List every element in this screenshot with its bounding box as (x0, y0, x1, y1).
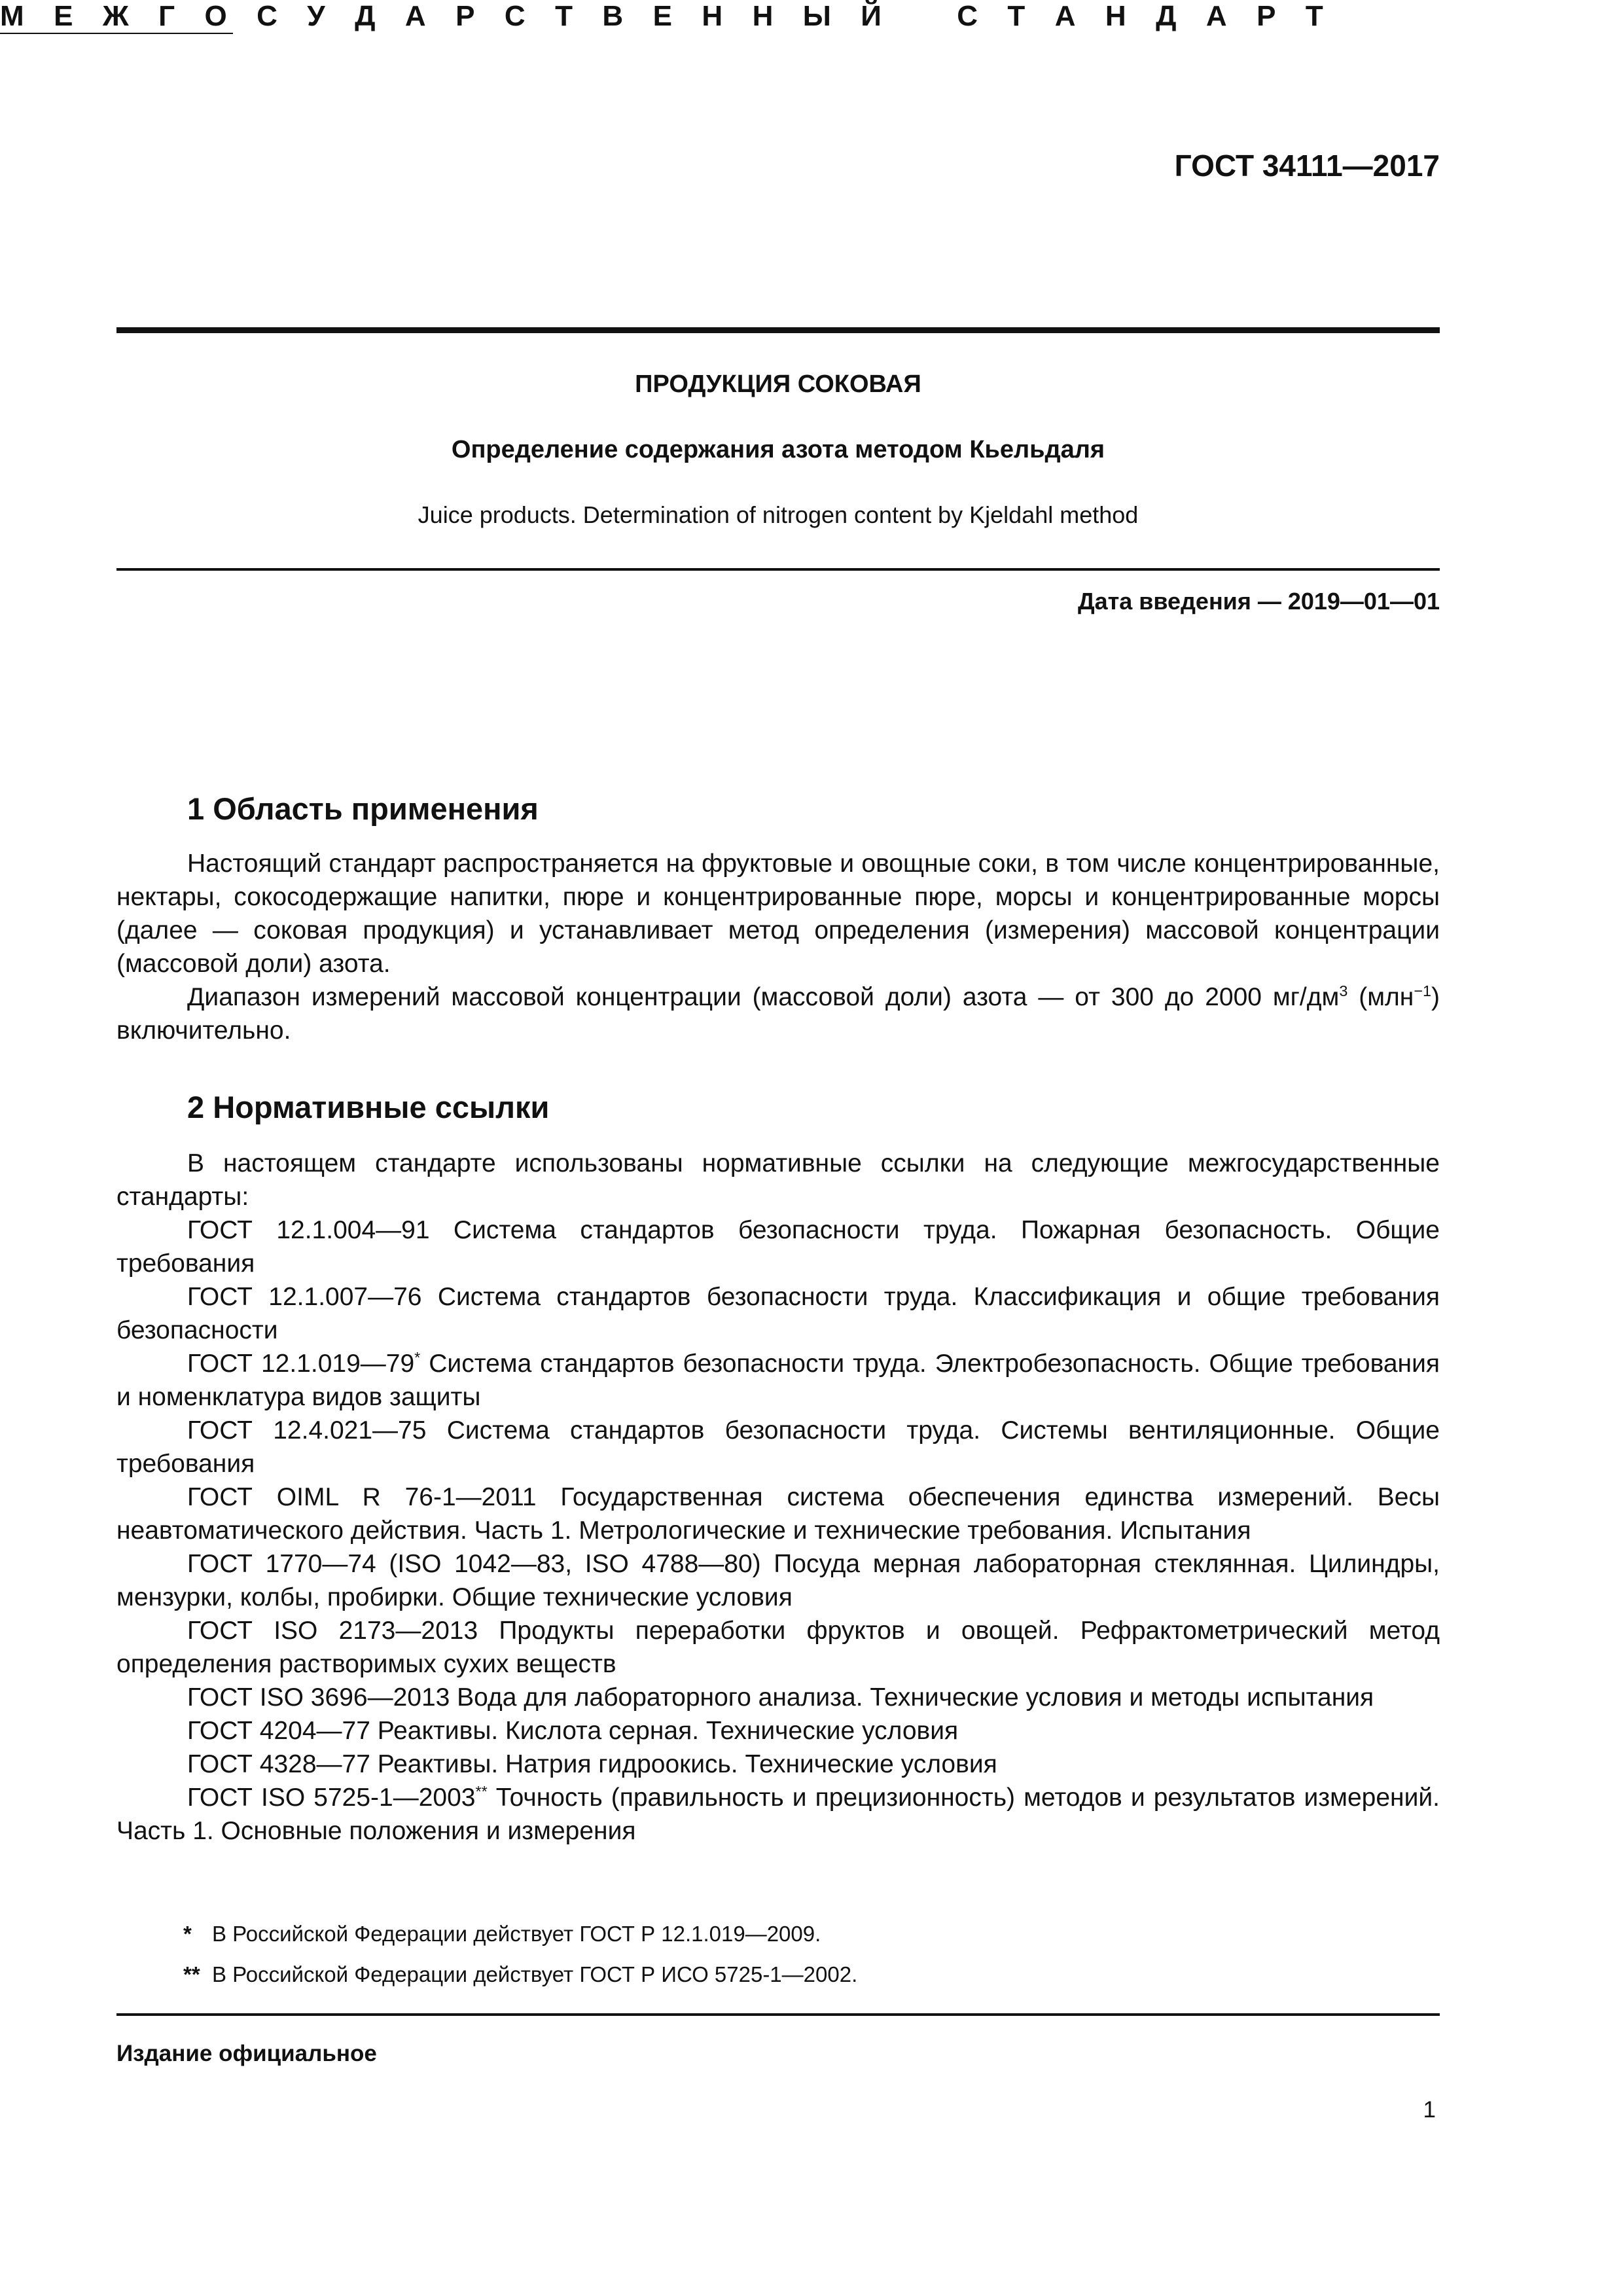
reference-item: ГОСТ OIML R 76-1—2011 Государственная система обеспечения единства измерений. Весы неавтоматического действия. Часть 1. Метрологические и технические требования. Испытания (116, 1483, 1440, 1545)
footnote-separator (0, 33, 233, 34)
document-title-english: Juice products. Determination of nitrogen content by Kjeldahl method (418, 501, 1139, 528)
footnote-2: ** В Российской Федерации действует ГОСТ Р ИСО 5725-1—2002. (183, 1962, 858, 1986)
banner-letter: Т (555, 0, 573, 32)
reference-item: ГОСТ 12.4.021—75 Система стандартов безопасности труда. Системы вентиляционные. Общие требования (116, 1416, 1440, 1478)
section-1-paragraph-2: Диапазон измерений массовой концентрации (массовой доли) азота — от 300 до 2000 $мг/дм^3$ (млн$^{-1}$) включительно. (116, 982, 1440, 1045)
banner-letter: Е (652, 0, 672, 32)
reference-item: ГОСТ 4204—77 Реактивы. Кислота серная. Технические условия (187, 1717, 959, 1745)
banner-letter: О (204, 0, 227, 32)
reference-item: ГОСТ ISO 2173—2013 Продукты переработки фруктов и овощей. Рефрактометрический метод определения растворимых сухих веществ (116, 1617, 1440, 1678)
banner-letter: В (602, 0, 624, 32)
reference-item: ГОСТ 4328—77 Реактивы. Натрия гидроокись. Технические условия (187, 1750, 997, 1778)
banner-letter: А (1205, 0, 1227, 32)
title-rule (116, 568, 1440, 571)
document-title: ПРОДУКЦИЯ СОКОВАЯ (635, 370, 921, 398)
footnote-1: * В Российской Федерации действует ГОСТ Р 12.1.019—2009. (183, 1922, 821, 1946)
banner-letter: С (257, 0, 277, 32)
banner-letter: Н (702, 0, 723, 32)
banner-letter: Г (158, 0, 175, 32)
section-2-body (116, 1147, 1440, 1848)
top-rule (116, 327, 1440, 333)
section-1-heading: 1 Область применения (187, 791, 539, 826)
banner-letter: Т (1007, 0, 1026, 32)
section-2-intro: В настоящем стандарте использованы нормативные ссылки на следующие межгосударственные стандарты: (116, 1149, 1440, 1211)
banner-letter (911, 0, 927, 33)
banner-letter: Д (1156, 0, 1177, 32)
banner-letter: С (957, 0, 978, 32)
document-code: ГОСТ 34111—2017 (1174, 149, 1440, 183)
section-1-body (116, 847, 1440, 1047)
banner-letter: Т (1305, 0, 1323, 32)
banner-letter: У (307, 0, 325, 32)
banner-letter: Ы (802, 0, 831, 32)
banner-letter: А (1054, 0, 1076, 32)
reference-item: ГОСТ ISO 5725-1—2003** Точность (правильность и прецизионность) методов и результатов измерений. Часть 1. Основные положения и измерения (116, 1783, 1440, 1845)
reference-item: ГОСТ 12.1.004—91 Система стандартов безопасности труда. Пожарная безопасность. Общие требования (116, 1216, 1440, 1278)
banner-letter: Н (752, 0, 774, 32)
reference-item: ГОСТ ISO 3696—2013 Вода для лабораторного анализа. Технические условия и методы испытания (187, 1683, 1374, 1712)
document-subtitle: Определение содержания азота методом Кьельдаля (451, 436, 1105, 463)
introduction-date: Дата введения — 2019—01—01 (1077, 588, 1440, 615)
reference-item: ГОСТ 12.1.019—79* Система стандартов безопасности труда. Электробезопасность. Общие требования и номенклатура видов защиты (116, 1349, 1440, 1411)
page-number: 1 (1423, 2097, 1436, 2123)
banner-letter: Д (355, 0, 376, 32)
footnote-marker: ** (475, 1783, 488, 1800)
banner-letter: С (504, 0, 526, 32)
reference-item: ГОСТ 12.1.007—76 Система стандартов безопасности труда. Классификация и общие требования безопасности (116, 1283, 1440, 1344)
banner-letter: Н (1105, 0, 1126, 32)
section-2-heading: 2 Нормативные ссылки (187, 1090, 550, 1124)
banner-letter: Е (54, 0, 73, 32)
footnote-marker: * (414, 1349, 421, 1366)
bottom-rule (116, 2013, 1440, 2016)
official-edition-label: Издание официальное (116, 2041, 377, 2066)
section-1-paragraph-1: Настоящий стандарт распространяется на фруктовые и овощные соки, в том числе концентрированные, нектары, сокосодержащие напитки, пюре и концентрированные пюре, морсы и концентрированные морсы (далее — соковая продукция) и устанавливает метод определения (измерения) массовой концентрации (массовой доли) азота. (116, 850, 1440, 978)
banner-letter: М (0, 0, 24, 32)
banner-letter: Й (861, 0, 882, 32)
banner-letter: Р (455, 0, 475, 32)
banner-letter: Ж (102, 0, 129, 32)
banner-letter: Р (1257, 0, 1276, 32)
interstate-standard-banner (0, 0, 1323, 33)
reference-item: ГОСТ 1770—74 (ISO 1042—83, ISO 4788—80) Посуда мерная лабораторная стеклянная. Цилиндры, мензурки, колбы, пробирки. Общие технические условия (116, 1550, 1440, 1611)
banner-letter: А (404, 0, 426, 32)
